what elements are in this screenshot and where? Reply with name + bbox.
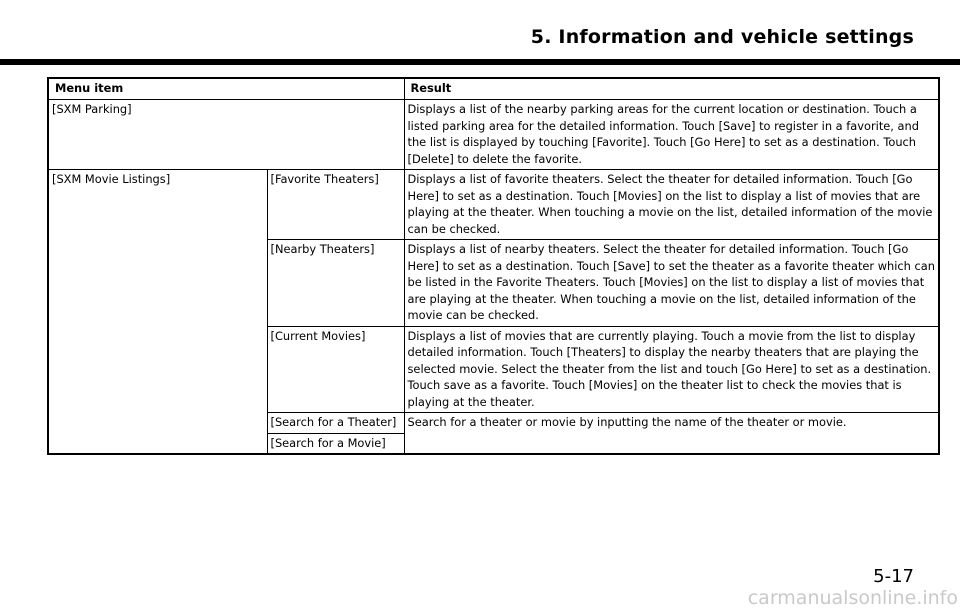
menu-item-cell: [SXM Parking] xyxy=(48,100,404,170)
sub-item-cell: [Nearby Theaters] xyxy=(267,240,404,327)
sub-item-cell: [Search for a Theater] xyxy=(267,413,404,434)
page-number: 5-17 xyxy=(873,566,914,587)
table-header-row xyxy=(48,78,939,100)
result-cell: Displays a list of favorite theaters. Select the theater for detailed information. Touch [Go Here] to set as a destination. Touch [Movies] on the list to display a list of movies that are playing at the theater. When touching a movie on the list, detailed information of the movie can be checked. xyxy=(404,170,939,240)
site-watermark: carmanualsonline.info xyxy=(747,587,958,609)
sub-item-cell: [Search for a Movie] xyxy=(267,433,404,454)
menu-item-cell: [SXM Movie Listings] xyxy=(48,170,267,455)
result-cell: Search for a theater or movie by inputting the name of the theater or movie. xyxy=(404,413,939,455)
header-divider xyxy=(0,59,960,65)
result-cell: Displays a list of the nearby parking areas for the current location or destination. Touch a listed parking area for the detailed information. Touch [Save] to register in a favorite, and the list is displayed by touching [Favorite]. Touch [Go Here] to set as a destination. Touch [Delete] to delete the favorite. xyxy=(404,100,939,170)
result-cell: Displays a list of movies that are currently playing. Touch a movie from the list to display detailed information. Touch [Theaters] to display the nearby theaters that are playing the selected movie. Select the theater from the list and touch [Go Here] to set as a destination. Touch save as a favorite. Touch [Movies] on the theater list to check the movies that is playing at the theater. xyxy=(404,326,939,413)
page-section-title: 5. Information and vehicle settings xyxy=(530,26,914,48)
result-cell: Displays a list of nearby theaters. Select the theater for detailed information. Touch [Go Here] to set as a destination. Touch [Save] to set the theater as a favorite theater which can be listed in the Favorite Theaters. Touch [Movies] on the list to display a list of movies that are playing at the theater. When touching a movie on the list, detailed information of the movie can be checked. xyxy=(404,240,939,327)
menu-settings-table xyxy=(47,77,940,455)
sub-item-cell: [Current Movies] xyxy=(267,326,404,413)
table-row xyxy=(48,100,939,170)
result-column-header: Result xyxy=(404,78,939,100)
sub-item-cell: [Favorite Theaters] xyxy=(267,170,404,240)
table-row xyxy=(48,170,939,240)
menu-item-column-header: Menu item xyxy=(48,78,404,100)
